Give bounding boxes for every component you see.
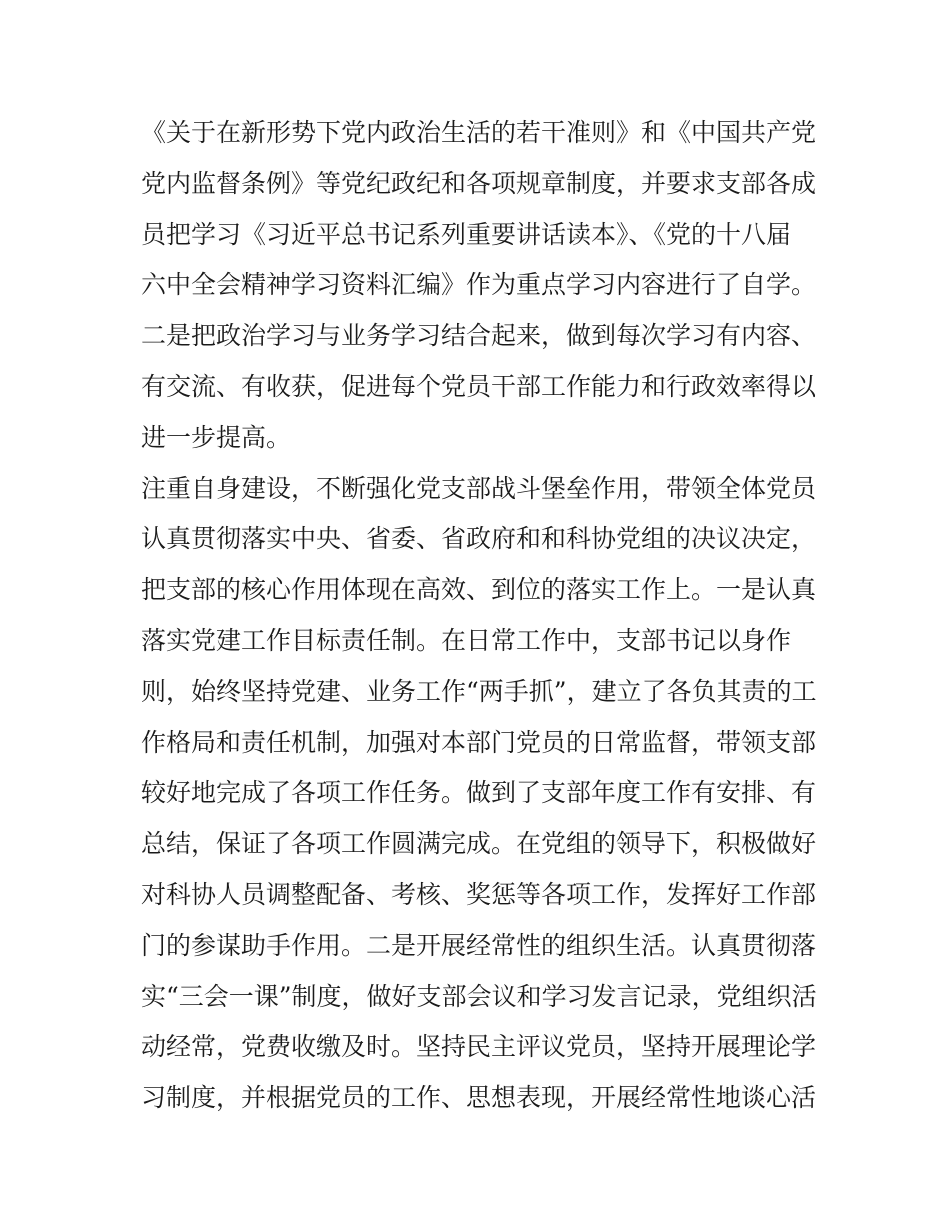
text-line: 落实党建工作目标责任制。在日常工作中，支部书记以身作: [141, 625, 792, 655]
text-line: 动经常，党费收缴及时。坚持民主评议党员，坚持开展理论学: [141, 1032, 817, 1062]
text-line: 则，始终坚持党建、业务工作“两手抓”，建立了各负其责的工: [141, 676, 817, 706]
text-line: 认真贯彻落实中央、省委、省政府和和科协党组的决议决定，: [141, 524, 817, 554]
text-line: 较好地完成了各项工作任务。做到了支部年度工作有安排、有: [141, 778, 817, 808]
text-line: 总结，保证了各项工作圆满完成。在党组的领导下，积极做好: [141, 829, 817, 859]
text-line: 进一步提高。: [141, 422, 292, 452]
text-line: 《关于在新形势下党内政治生活的若干准则》和《中国共产党: [141, 118, 817, 147]
text-line: 实“三会一课”制度，做好支部会议和学习发言记录，党组织活: [141, 981, 817, 1011]
text-line: 二是把政治学习与业务学习结合起来，做到每次学习有内容、: [141, 321, 817, 351]
text-line: 习制度，并根据党员的工作、思想表现，开展经常性地谈心活: [141, 1083, 817, 1113]
text-line: 有交流、有收获，促进每个党员干部工作能力和行政效率得以: [141, 371, 817, 401]
text-line: 党内监督条例》等党纪政纪和各项规章制度，并要求支部各成: [141, 168, 817, 198]
body-text: [141, 108, 831, 1124]
text-line: 员把学习《习近平总书记系列重要讲话读本》、《党的十八届: [141, 219, 792, 249]
text-line: 作格局和责任机制，加强对本部门党员的日常监督，带领支部: [141, 727, 817, 757]
text-line: 六中全会精神学习资料汇编》作为重点学习内容进行了自学。: [141, 270, 817, 300]
text-line: 把支部的核心作用体现在高效、到位的落实工作上。一是认真: [141, 575, 817, 605]
text-line: 对科协人员调整配备、考核、奖惩等各项工作，发挥好工作部: [141, 879, 817, 909]
text-line: 注重自身建设，不断强化党支部战斗堡垒作用，带领全体党员: [141, 473, 817, 503]
text-line: 门的参谋助手作用。二是开展经常性的组织生活。认真贯彻落: [141, 930, 817, 960]
